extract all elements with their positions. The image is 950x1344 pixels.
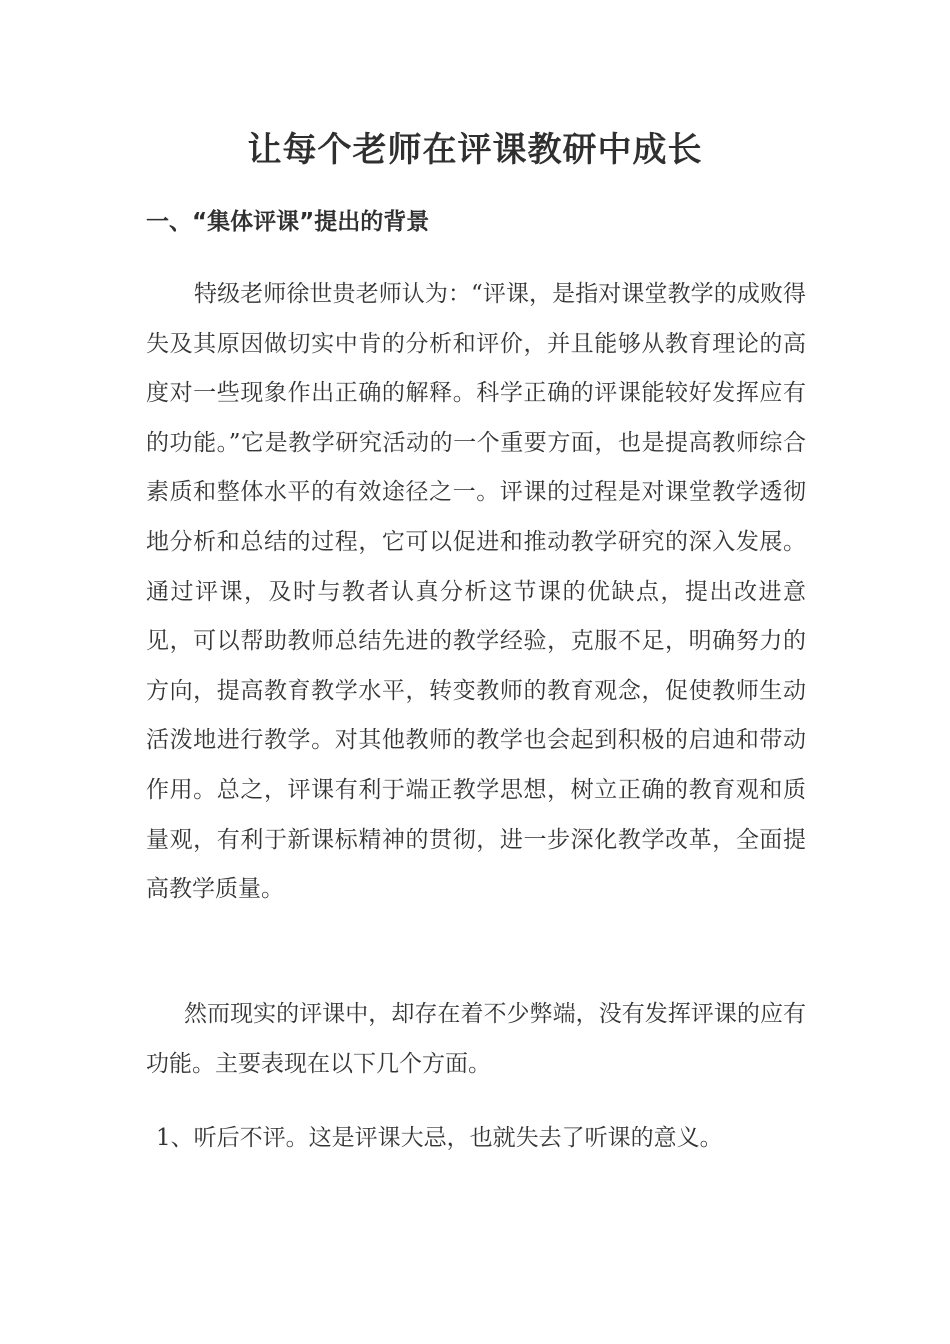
list-item: 1、听后不评。这是评课大忌，也就失去了听课的意义。 bbox=[156, 1125, 723, 1151]
document-title: 让每个老师在评课教研中成长 bbox=[247, 130, 703, 170]
section-heading: 一、“集体评课”提出的背景 bbox=[146, 209, 430, 235]
paragraph-problems-intro: 然而现实的评课中，却存在着不少弊端，没有发挥评课的应有功能。主要表现在以下几个方面。 bbox=[146, 1001, 806, 1077]
paragraph-background: 特级老师徐世贵老师认为：“评课，是指对课堂教学的成败得失及其原因做切实中肯的分析和评价，并且能够从教育理论的高度对一些现象作出正确的解释。科学正确的评课能较好发挥应有的功能。”它是教学研究活动的一个重要方面，也是提高教师综合素质和整体水平的有效途径之一。评课的过程是对课堂教学透彻地分析和总结的过程，它可以促进和推动教学研究的深入发展。通过评课，及时与教者认真分析这节课的优缺点，提出改进意见，可以帮助教师总结先进的教学经验，克服不足，明确努力的方向，提高教育教学水平，转变教师的教育观念，促使教师生动活泼地进行教学。对其他教师的教学也会起到积极的启迪和带动作用。总之，评课有利于端正教学思想，树立正确的教育观和质量观，有利于新课标精神的贯彻，进一步深化教学改革，全面提高教学质量。 bbox=[146, 281, 806, 903]
